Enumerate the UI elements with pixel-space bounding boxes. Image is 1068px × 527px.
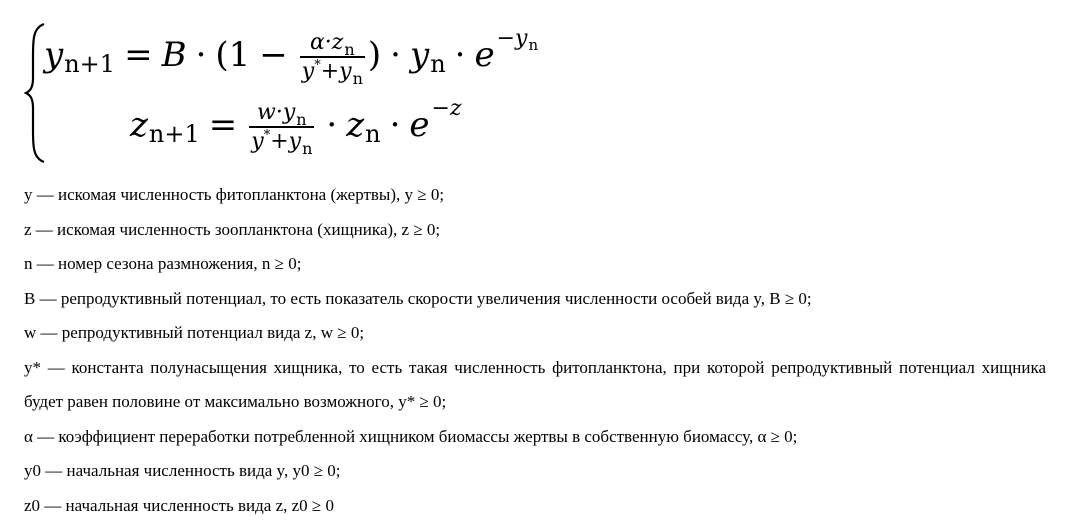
eq2-lhs-sub: n+1 [148, 120, 200, 149]
eq2-den-star: * [263, 128, 271, 144]
eq1-den-star: * [314, 58, 321, 74]
eq1-y-sub: n [430, 50, 446, 79]
definitions-list [24, 178, 1046, 523]
eq1-B: B [161, 35, 187, 76]
eq1-dot2: · [390, 35, 401, 76]
eq1-den-plus: +y [320, 59, 352, 85]
eq1-open: (1 [215, 35, 251, 76]
eq1-lhs-var: y [44, 35, 64, 76]
definition-z: z — искомая численность зоопланктона (хищника), z ≥ 0; [24, 219, 441, 239]
eq2-e: e [409, 105, 430, 146]
eq2-exponent [432, 98, 462, 120]
eq2-num-sub: n [296, 110, 307, 129]
eq2-z: z [346, 105, 365, 146]
eq2-den-sub: n [302, 139, 313, 159]
eq2-z-sub: n [365, 120, 381, 149]
definition-y-star: y* — константа полунасыщения хищника, то есть такая численность фитопланктона, при которой репродуктивный потенциал хищника будет равен половине от максимально возможного, y* ≥ 0; [24, 357, 1046, 411]
eq2-dot2: · [389, 105, 401, 146]
eq1-num-sub: n [344, 40, 355, 59]
definition-y: y — искомая численность фитопланктона (жертвы), y ≥ 0; [24, 185, 445, 204]
eq2-num: w·y [257, 100, 296, 125]
eq2-dot1: · [326, 105, 338, 146]
eq1-fraction [300, 30, 365, 89]
eq1-den: y [301, 59, 315, 85]
eq1-exponent [496, 26, 539, 55]
eq1-fraction-bar [300, 56, 365, 58]
eq1-exp-sub: n [528, 36, 539, 55]
eq1-y: y [409, 35, 430, 76]
eq2-equals: = [208, 105, 238, 146]
eq2-denominator [249, 128, 314, 159]
definition-B: B — репродуктивный потенциал, то есть показатель скорости увеличения численности особей вида y, B ≥ 0; [24, 288, 812, 308]
definition-w: w — репродуктивный потенциал вида z, w ≥ 0; [24, 323, 365, 342]
eq1-num: α·z [309, 30, 344, 55]
eq1-denominator [300, 58, 365, 89]
eq1-lhs-sub: n+1 [64, 50, 116, 79]
eq1-equals: = [124, 35, 153, 76]
eq2-den-plus: +y [270, 129, 302, 155]
equation-y [44, 26, 539, 89]
eq1-minus: − [259, 35, 288, 76]
eq2-lhs-var: z [130, 105, 148, 146]
eq1-exp: −y [496, 26, 528, 52]
eq2-exp: −z [431, 96, 462, 122]
eq1-e: e [474, 35, 495, 76]
eq1-dot3: · [454, 35, 466, 76]
definition-alpha: α — коэффициент переработки потребленной хищником биомассы жертвы в собственную биомассу, α ≥ 0; [24, 426, 798, 446]
eq2-numerator [255, 100, 309, 129]
eq2-den: y [251, 129, 264, 155]
eq1-close: ) [367, 35, 382, 76]
eq2-fraction [249, 100, 314, 159]
equation-system [24, 10, 624, 170]
definition-n: n — номер сезона размножения, n ≥ 0; [24, 254, 302, 273]
definition-z0: z0 — начальная численность вида z, z0 ≥ 0 [24, 495, 335, 515]
eq1-den-sub: n [352, 69, 363, 89]
eq1-numerator [308, 30, 357, 59]
definition-y0: y0 — начальная численность вида y, y0 ≥ 0; [24, 461, 341, 480]
eq1-dot1: · [195, 35, 207, 76]
equation-z [130, 96, 462, 159]
